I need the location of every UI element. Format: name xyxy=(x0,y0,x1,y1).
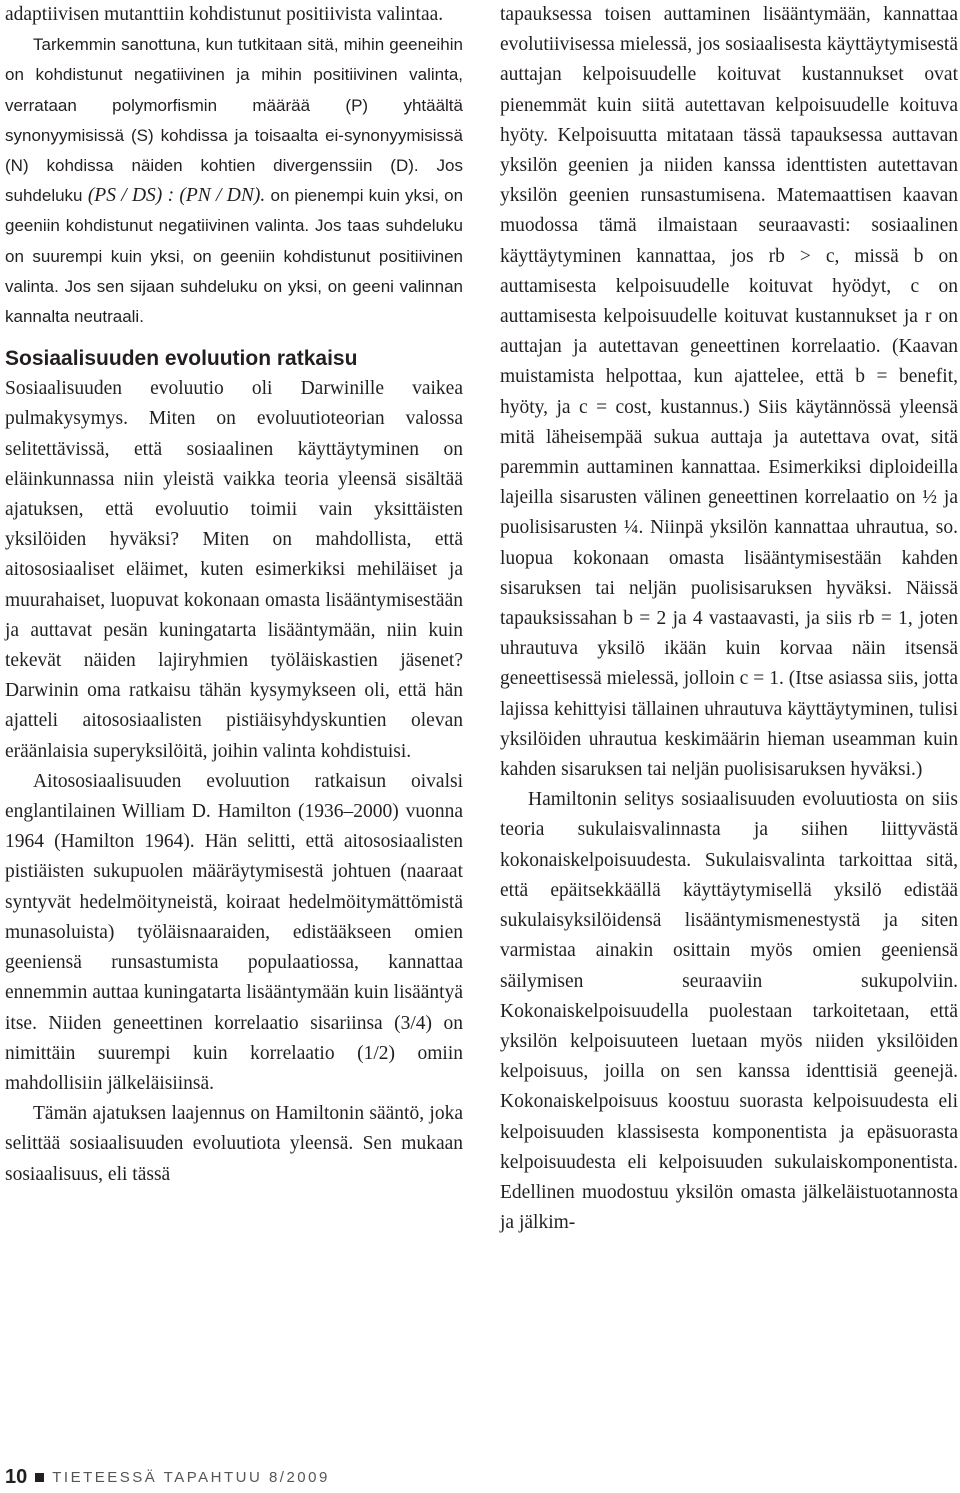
square-bullet-icon xyxy=(35,1473,44,1482)
paragraph-kin-selection: Hamiltonin selitys sosiaalisuuden evoluutiosta on siis teoria sukulaisvalinnasta ja siihen liittyvästä kokonaiskelpoisuudesta. Sukulaisvalinta tarkoittaa sitä, että epäitsekkäällä käyttäytymisellä yksilö edistää sukulaisyksilöidensä lisääntymismenestystä ja siten varmistaa ainakin osittain myös omien geeniensä säilymisen seuraaviin sukupolviin. Kokonaiskelpoisuudella puolestaan tarkoitetaan, että yksilön kelpoisuuteen luetaan myös niiden yksilöiden kelpoisuus, joilla on sen kanssa identtisiä geenejä. Kokonaiskelpoisuus koostuu suorasta kelpoisuudesta eli kelpoisuuden klassisesta komponentista ja epäsuorasta kelpoisuudesta eli kelpoisuuden sukulaiskomponentista. Edellinen muodostuu yksilön omasta jälkeläistuotannosta ja jälkim- xyxy=(500,789,958,1234)
paragraph-hamilton-rule: Tämän ajatuksen laajennus on Hamiltonin sääntö, joka selittää sosiaalisuuden evoluutiota yleensä. Sen mukaan sosiaalisuus, eli tässä xyxy=(5,1103,463,1185)
ratio-formula: (PS / DS) : (PN / DN). xyxy=(87,185,266,207)
left-column xyxy=(5,0,463,1190)
right-column xyxy=(500,0,958,1238)
journal-name: TIETEESSÄ TAPAHTUU 8/2009 xyxy=(52,1469,330,1486)
paragraph-polymorphism-tail: on pienempi kuin yksi, on geeniin kohdistunut negatiivinen valinta. Jos taas suhdeluku on suurempi kuin yksi, on geeniin kohdistunut positiivinen valinta. Jos sen sijaan suhdeluku on yksi, on geeni valinnan kannalta neutraali. xyxy=(5,186,464,327)
paragraph-polymorphism xyxy=(5,30,463,332)
paragraph-darwin: Sosiaalisuuden evoluutio oli Darwinille vaikea pulmakysymys. Miten on evoluutioteorian valossa selitettävissä, että sosiaalinen käyttäytyminen on eläinkunnassa niin yleistä vaikka teoria yleensä sisältää ajatuksen, että evoluutio toimii vain yksittäisten yksilöiden hyväksi? Miten on mahdollista, että aitososiaaliset eläimet, kuten esimerkiksi mehiläiset ja muurahaiset, luopuvat kokonaan omasta lisääntymisestään ja auttavat pesän kuningatarta lisääntymään, niin kuin tekevät näiden lajiryhmien työläiskastien jäsenet? Darwinin oma ratkaisu tähän kysymykseen oli, että hän ajatteli aitososiaalisten pistiäisyhdyskuntien olevan eräänlaisia superyksilöitä, joihin valinta kohdistuisi. xyxy=(5,378,463,762)
paragraph-fitness: tapauksessa toisen auttaminen lisääntymään, kannattaa evolutiivisessa mielessä, jos sosiaalisesta käyttäytymisestä auttajan kelpoisuudelle koituvat kustannukset ovat pienemmät kuin siitä autettavan kelpoisuudelle koituva hyöty. Kelpoisuutta mitataan tässä tapauksessa auttavan yksilön geenien ja niiden kanssa identtisten autettavan yksilön geenien runsastumisena. Matemaattisen kaavan muodossa tämä ilmaistaan seuraavasti: sosiaalinen käyttäytyminen kannattaa, jos rb > c, missä b on auttamisesta kelpoisuudelle koituvat hyödyt, c on auttamisesta kelpoisuudelle koituvat kustannukset ja r on auttajan ja autettavan geneettinen korrelaatio. (Kaavan muistamista helpottaa, kun ajattelee, että b = benefit, hyöty, ja c = cost, kustannus.) Siis käytännössä yleensä mitä läheisempää sukua auttaja ja autettava ovat, sitä paremmin auttaminen kannattaa. Esimerkiksi diploideilla lajeilla sisarusten välinen geneettinen korrelaatio on ½ ja puolisisarusten ¼. Niinpä yksilön kannattaa uhrautua, so. luopua kokonaan omasta lisääntymisestään kahden sisaruksen tai neljän puolisisaruksen hyväksi. Näissä tapauksissahan b = 2 ja 4 vastaavasti, ja siis rb = 1, joten uhrautuva yksilö ikään kuin korvaa näin itsensä geneettisessä mielessä, jolloin c = 1. (Itse asiassa siis, jotta lajissa kehittyisi tällainen uhrautuva käyttäytyminen, tulisi yksilöiden uhrautua keskimäärin hieman useamman kuin kahden sisaruksen tai neljän puolisisaruksen hyväksi.) xyxy=(500,4,958,781)
paragraph-hamilton: Aitososiaalisuuden evoluution ratkaisun oivalsi englantilainen William D. Hamilton (1936–2000) vuonna 1964 (Hamilton 1964). Hän selitti, että aitososiaalisten pistiäisten sukupuolen määräytymisestä johtuen (naaraat syntyvät hedelmöityneistä, koiraat hedelmöitymättömistä munasoluista) työläisnaaraiden, edistääkseen omien geeniensä runsastumista populaatiossa, kannattaa ennemmin auttaa kuningatarta lisääntymään kuin lisääntyä itse. Niiden geneettinen korrelaatio sisariinsa (3/4) on nimittäin suurempi kuin korrelaatio (1/2) omiin mahdollisiin jälkeläisiinsä. xyxy=(5,770,463,1094)
page-footer xyxy=(5,1466,330,1489)
section-heading: Sosiaalisuuden evoluution ratkaisu xyxy=(5,347,358,371)
page-number: 10 xyxy=(5,1466,28,1488)
paragraph-polymorphism-lead: Tarkemmin sanottuna, kun tutkitaan sitä, mihin geeneihin on kohdistunut negatiivinen ja mihin positiivinen valinta, verrataan polymorfismin määrää (P) yhtäältä synonyymisissä (S) kohdissa ja toisaalta ei-synonyymisissä (N) kohdissa näiden kohtien divergenssiin (D). Jos suhdeluku xyxy=(5,35,463,206)
paragraph-continued: adaptiivisen mutanttiin kohdistunut positiivista valintaa. xyxy=(5,4,444,25)
